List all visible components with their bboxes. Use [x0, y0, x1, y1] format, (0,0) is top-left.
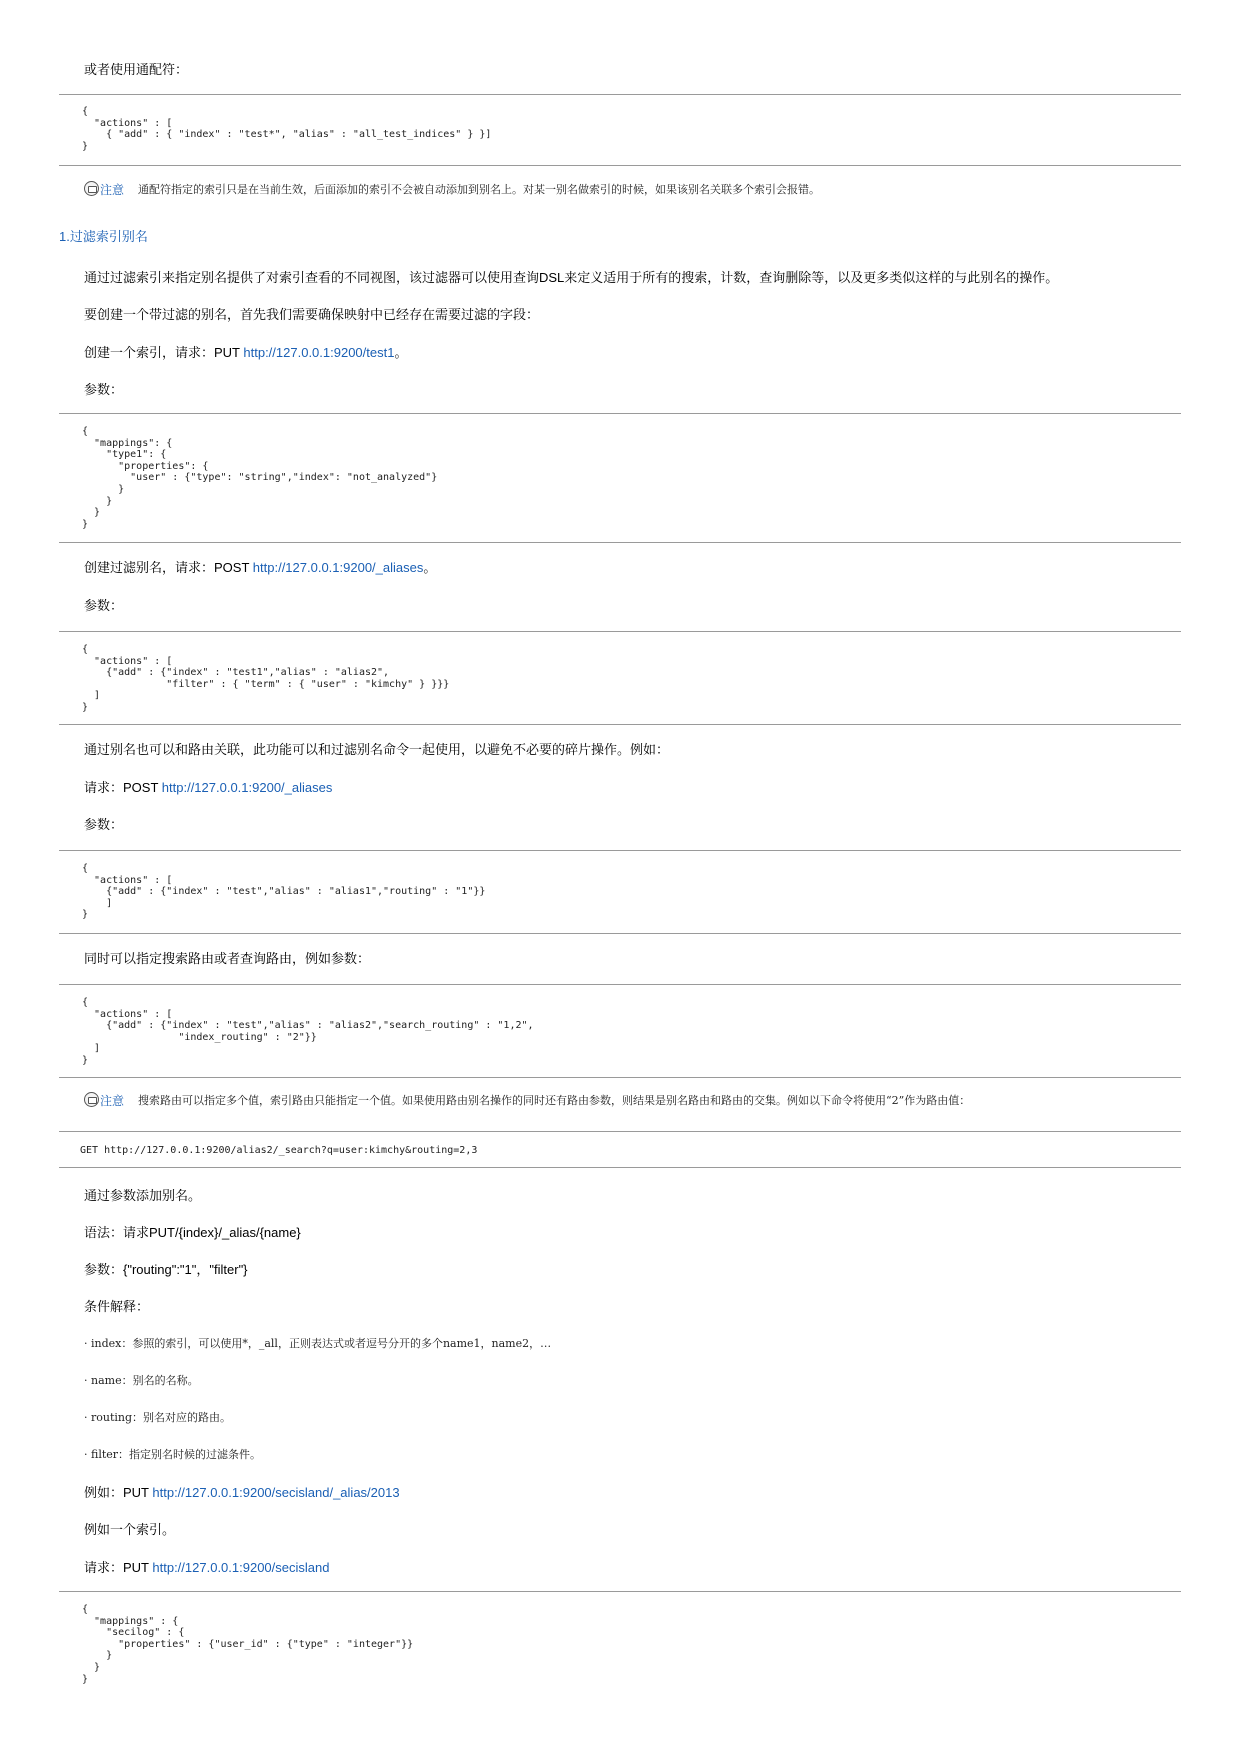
condition-item-routing: · routing：别名对应的路由。 — [84, 1411, 232, 1424]
params-label-2: 参数： — [84, 598, 124, 613]
example-paragraph — [84, 1484, 400, 1502]
params-paragraph: 参数：{"routing":"1"，"filter"} — [84, 1262, 248, 1277]
code-mappings: { "mappings": { "type1": { "properties": { "user" : {"type": "string","index": "not_analyzed"} } } } } — [82, 426, 438, 530]
create-filter-alias-link[interactable]: http://127.0.0.1:9200/_aliases — [252, 560, 424, 575]
params-label-1: 参数： — [84, 382, 124, 397]
filter-intro-paragraph: 通过过滤索引来指定别名提供了对索引查看的不同视图，该过滤器可以使用查询DSL来定义适用于所有的搜索，计数，查询删除等，以及更多类似这样的与此别名的操作。 — [84, 270, 1059, 285]
note-wildcard — [84, 182, 820, 198]
create-index-suffix: 。 — [394, 345, 408, 360]
create-index-link[interactable]: http://127.0.0.1:9200/test1 — [243, 345, 395, 360]
create-filter-alias-prefix: 创建过滤别名，请求：POST — [84, 560, 253, 575]
condition-item-name: · name：别名的名称。 — [84, 1374, 199, 1387]
note-icon — [84, 181, 99, 196]
code-filter-alias: { "actions" : [ {"add" : {"index" : "test1","alias" : "alias2", "filter" : { "term" : { "user" : "kimchy" } }}} ] } — [82, 644, 450, 713]
code-block-mappings — [59, 413, 1181, 543]
code-block-wildcard — [59, 94, 1181, 166]
code-wildcard: { "actions" : [ { "add" : { "index" : "test*", "alias" : "all_test_indices" } }] } — [82, 106, 492, 152]
secisland-request-link[interactable]: http://127.0.0.1:9200/secisland — [152, 1560, 330, 1575]
params-label-3: 参数： — [84, 817, 124, 832]
example-index-paragraph: 例如一个索引。 — [84, 1522, 176, 1537]
secisland-request-prefix: 请求：PUT — [84, 1560, 153, 1575]
code-search-routing: { "actions" : [ {"add" : {"index" : "test","alias" : "alias2","search_routing" : "1,2", "index_routing" : "2"}} ] } — [82, 997, 534, 1066]
code-get: GET http://127.0.0.1:9200/alias2/_search?q=user:kimchy&routing=2,3 — [80, 1145, 478, 1156]
condition-item-filter: · filter：指定别名时候的过滤条件。 — [84, 1448, 262, 1461]
note-label: 注意 — [100, 183, 125, 197]
secisland-request-paragraph — [84, 1559, 329, 1577]
create-filter-alias-suffix: 。 — [423, 560, 437, 575]
add-by-param-paragraph: 通过参数添加别名。 — [84, 1188, 202, 1203]
routing-request-paragraph — [84, 779, 332, 797]
example-prefix: 例如：PUT — [84, 1485, 153, 1500]
note-routing — [84, 1093, 970, 1109]
code-block-secisland — [59, 1591, 1181, 1703]
syntax-paragraph: 语法：请求PUT/{index}/_alias/{name} — [84, 1225, 301, 1240]
create-prereq-paragraph: 要创建一个带过滤的别名，首先我们需要确保映射中已经存在需要过滤的字段： — [84, 307, 540, 322]
wildcard-intro: 或者使用通配符： — [84, 62, 189, 77]
create-index-paragraph — [84, 344, 407, 362]
routing-request-link[interactable]: http://127.0.0.1:9200/_aliases — [161, 780, 333, 795]
search-routing-paragraph: 同时可以指定搜索路由或者查询路由，例如参数： — [84, 951, 371, 966]
code-routing: { "actions" : [ {"add" : {"index" : "test","alias" : "alias1","routing" : "1"}} ] } — [82, 863, 486, 921]
conditions-label: 条件解释： — [84, 1299, 150, 1314]
routing-intro-paragraph: 通过别名也可以和路由关联，此功能可以和过滤别名命令一起使用，以避免不必要的碎片操作。例如： — [84, 742, 670, 757]
note-icon — [84, 1092, 99, 1107]
code-block-filter-alias — [59, 631, 1181, 725]
example-link[interactable]: http://127.0.0.1:9200/secisland/_alias/2013 — [152, 1485, 400, 1500]
condition-item-index: · index：参照的索引，可以使用*，_all，正则表达式或者逗号分开的多个name1，name2，… — [84, 1337, 552, 1350]
create-filter-alias-paragraph — [84, 559, 436, 577]
note-text: 通配符指定的索引只是在当前生效，后面添加的索引不会被自动添加到别名上。对某一别名做索引的时候，如果该别名关联多个索引会报错。 — [138, 183, 821, 196]
create-index-prefix: 创建一个索引，请求：PUT — [84, 345, 244, 360]
section-heading: 1.过滤索引别名 — [59, 229, 148, 244]
code-block-search-routing — [59, 984, 1181, 1078]
code-secisland: { "mappings" : { "secilog" : { "properties" : {"user_id" : {"type" : "integer"}} } } } — [82, 1604, 414, 1685]
note-label: 注意 — [100, 1094, 125, 1108]
note-text: 搜索路由可以指定多个值，索引路由只能指定一个值。如果使用路由别名操作的同时还有路由参数，则结果是别名路由和路由的交集。例如以下命令将使用“2”作为路由值： — [138, 1094, 971, 1107]
routing-request-prefix: 请求：POST — [84, 780, 162, 795]
code-block-routing — [59, 850, 1181, 934]
code-block-get — [59, 1131, 1181, 1168]
